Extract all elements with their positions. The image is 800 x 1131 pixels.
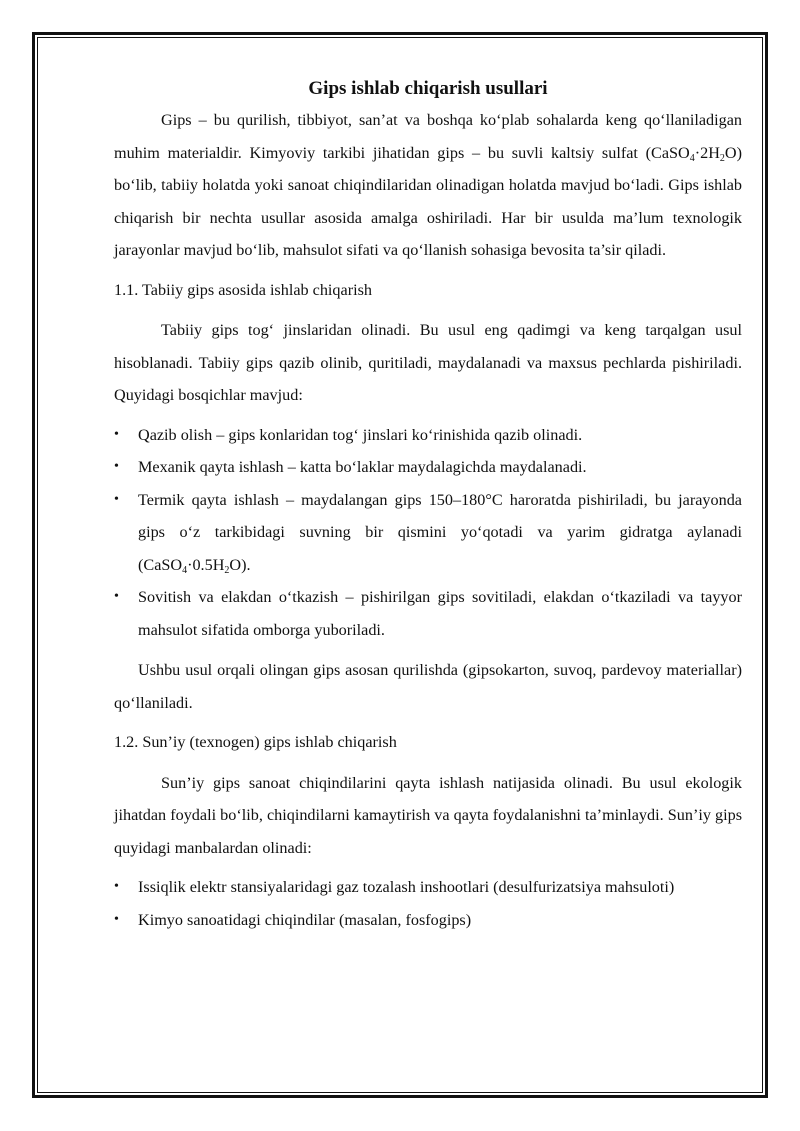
list-item-text: Qazib olish – gips konlaridan tog‘ jinslari ko‘rinishida qazib olinadi. [138,425,583,444]
list-item [114,419,742,452]
list-item [114,904,742,937]
formula-subscript: 2 [224,564,230,576]
list-item [114,581,742,646]
list-item-text: Termik qayta ishlash – maydalangan gips 150–180°C haroratda pishiriladi, bu jarayonda gips o‘z tarkibidagi suvning bir qismini yo‘qotadi va yarim gidratga aylanadi (CaSO [138,490,742,574]
list-item-text: Sovitish va elakdan o‘tkazish – pishirilgan gips sovitiladi, elakdan o‘tkaziladi va tayyor mahsulot sifatida omborga yuboriladi. [138,588,742,639]
formula-subscript: 4 [182,564,188,576]
list-item-text-end: O). [229,555,251,574]
section-1-1-closing: Ushbu usul orqali olingan gips asosan qurilishda (gipsokarton, suvoq, pardevoy materiallar) qo‘llaniladi. [114,661,742,712]
bullet-icon: • [114,491,119,507]
section-heading-1-2: 1.2. Sun’iy (texnogen) gips ishlab chiqarish [114,733,397,751]
section-heading-1-1: 1.1. Tabiiy gips asosida ishlab chiqarish [114,280,372,299]
formula-part: ·2H [694,143,720,162]
list-item [114,871,742,904]
section-1-1-paragraph: Tabiiy gips tog‘ jinslaridan olinadi. Bu usul eng qadimgi va keng tarqalgan usul hisoblanadi. Tabiiy gips qazib olinib, quritiladi, maydalanadi va maxsus pechlarda pishiriladi. Quyidagi bosqichlar mavjud: [114,321,742,404]
section-1-2-paragraph: Sun’iy gips sanoat chiqindilarini qayta ishlash natijasida olinadi. Bu usul ekologik jihatdan foydali bo‘lib, chiqindilarni kamaytirish va qayta foydalanishni ta’minlaydi. Sun’iy gips quyidagi manbalardan olinadi: [114,773,742,857]
formula-subscript: 4 [689,152,695,164]
list-item-text: Kimyo sanoatidagi chiqindilar (masalan, fosfogips) [138,910,472,929]
list-item [114,451,742,484]
bullet-icon: • [114,459,119,474]
document-title: Gips ishlab chiqarish usullari [308,78,548,99]
bullet-icon: • [114,911,119,927]
section-1-2-bullet-list [114,871,742,936]
intro-text-2: O) bo‘lib, tabiiy holatda yoki sanoat chiqindilaridan olinadigan holatda mavjud bo‘ladi. Gips ishlab chiqarish bir nechta usullar asosida amalga oshiriladi. Har bir usulda ma’lum texnologik jarayonlar mavjud bo‘lib, mahsulot sifati va qo‘llanish sohasiga bevosita ta’sir qiladi. [114,143,742,259]
list-item-text: Issiqlik elektr stansiyalaridagi gaz tozalash inshootlari (desulfurizatsiya mahsuloti) [138,878,675,896]
intro-paragraph [114,104,742,267]
formula-subscript: 2 [719,152,725,164]
bullet-icon: • [114,426,119,442]
formula-part: ·0.5H [187,555,225,574]
list-item-text: Mexanik qayta ishlash – katta bo‘laklar maydalagichda maydalanadi. [138,458,587,476]
bullet-icon: • [114,589,119,604]
document-body [114,74,742,944]
intro-text-1: Gips – bu qurilish, tibbiyot, san’at va boshqa ko‘plab sohalarda keng qo‘llaniladigan muhim materialdir. Kimyoviy tarkibi jihatidan gips – bu suvli kaltsiy sulfat (CaSO [114,111,742,162]
bullet-icon: • [114,879,119,894]
list-item [114,484,742,582]
section-1-1-bullet-list [114,419,742,647]
